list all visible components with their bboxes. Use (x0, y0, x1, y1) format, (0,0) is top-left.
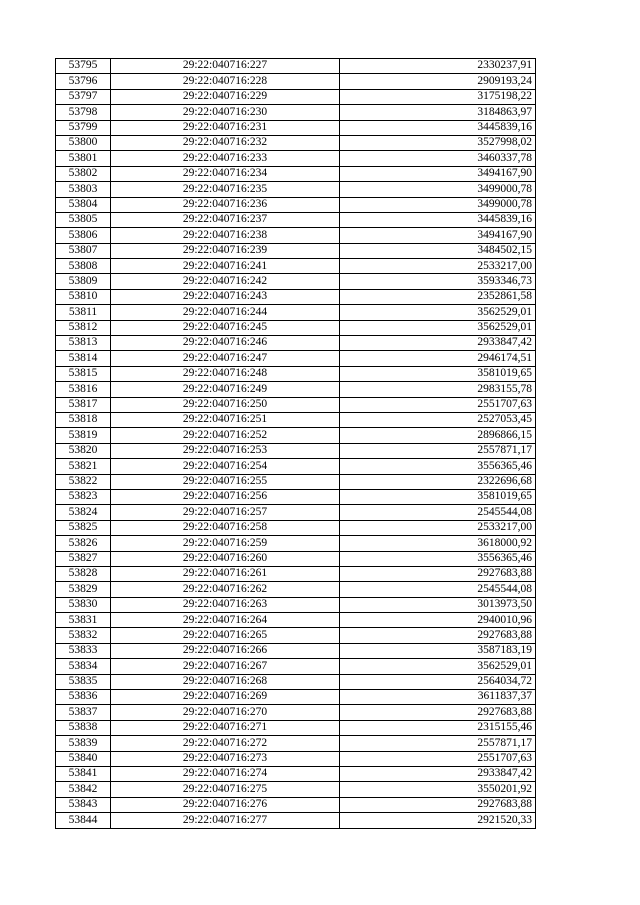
table-row (56, 151, 536, 166)
table-row (56, 274, 536, 289)
amount-cell: 2933847,42 (340, 336, 536, 351)
row-number-cell: 53807 (56, 243, 111, 258)
amount-cell: 2533217,00 (340, 520, 536, 535)
table-row (56, 74, 536, 89)
amount-cell: 3562529,01 (340, 659, 536, 674)
table-row (56, 674, 536, 689)
table-body (56, 59, 536, 829)
amount-cell: 2564034,72 (340, 674, 536, 689)
row-number-cell: 53797 (56, 89, 111, 104)
cadastral-number-cell: 29:22:040716:250 (111, 397, 340, 412)
cadastral-number-cell: 29:22:040716:235 (111, 182, 340, 197)
data-table (55, 58, 536, 829)
table-row (56, 166, 536, 181)
table-row (56, 120, 536, 135)
table-row (56, 397, 536, 412)
table-row (56, 89, 536, 104)
row-number-cell: 53841 (56, 766, 111, 781)
amount-cell: 3445839,16 (340, 120, 536, 135)
amount-cell: 2322696,68 (340, 474, 536, 489)
cadastral-number-cell: 29:22:040716:277 (111, 813, 340, 828)
cadastral-number-cell: 29:22:040716:233 (111, 151, 340, 166)
row-number-cell: 53810 (56, 289, 111, 304)
cadastral-number-cell: 29:22:040716:242 (111, 274, 340, 289)
amount-cell: 2921520,33 (340, 813, 536, 828)
row-number-cell: 53801 (56, 151, 111, 166)
row-number-cell: 53831 (56, 613, 111, 628)
cadastral-number-cell: 29:22:040716:275 (111, 782, 340, 797)
row-number-cell: 53827 (56, 551, 111, 566)
cadastral-number-cell: 29:22:040716:257 (111, 505, 340, 520)
cadastral-number-cell: 29:22:040716:232 (111, 135, 340, 150)
cadastral-number-cell: 29:22:040716:245 (111, 320, 340, 335)
amount-cell: 3499000,78 (340, 182, 536, 197)
table-row (56, 505, 536, 520)
row-number-cell: 53825 (56, 520, 111, 535)
table-row (56, 305, 536, 320)
table-row (56, 643, 536, 658)
cadastral-number-cell: 29:22:040716:266 (111, 643, 340, 658)
cadastral-number-cell: 29:22:040716:227 (111, 59, 340, 74)
row-number-cell: 53830 (56, 597, 111, 612)
row-number-cell: 53838 (56, 720, 111, 735)
row-number-cell: 53826 (56, 536, 111, 551)
row-number-cell: 53815 (56, 366, 111, 381)
cadastral-number-cell: 29:22:040716:265 (111, 628, 340, 643)
cadastral-number-cell: 29:22:040716:236 (111, 197, 340, 212)
amount-cell: 2940010,96 (340, 613, 536, 628)
cadastral-number-cell: 29:22:040716:274 (111, 766, 340, 781)
table-row (56, 320, 536, 335)
row-number-cell: 53798 (56, 105, 111, 120)
amount-cell: 2557871,17 (340, 443, 536, 458)
row-number-cell: 53843 (56, 797, 111, 812)
row-number-cell: 53844 (56, 813, 111, 828)
cadastral-number-cell: 29:22:040716:248 (111, 366, 340, 381)
amount-cell: 3618000,92 (340, 536, 536, 551)
amount-cell: 2896866,15 (340, 428, 536, 443)
row-number-cell: 53828 (56, 566, 111, 581)
amount-cell: 3550201,92 (340, 782, 536, 797)
row-number-cell: 53812 (56, 320, 111, 335)
cadastral-number-cell: 29:22:040716:255 (111, 474, 340, 489)
table-row (56, 766, 536, 781)
cadastral-number-cell: 29:22:040716:246 (111, 336, 340, 351)
row-number-cell: 53814 (56, 351, 111, 366)
table-row (56, 412, 536, 427)
amount-cell: 2927683,88 (340, 797, 536, 812)
amount-cell: 3484502,15 (340, 243, 536, 258)
row-number-cell: 53795 (56, 59, 111, 74)
table-row (56, 459, 536, 474)
row-number-cell: 53820 (56, 443, 111, 458)
row-number-cell: 53800 (56, 135, 111, 150)
amount-cell: 3175198,22 (340, 89, 536, 104)
table-row (56, 351, 536, 366)
cadastral-number-cell: 29:22:040716:237 (111, 212, 340, 227)
cadastral-number-cell: 29:22:040716:271 (111, 720, 340, 735)
table-row (56, 212, 536, 227)
amount-cell: 3527998,02 (340, 135, 536, 150)
table-row (56, 289, 536, 304)
amount-cell: 2527053,45 (340, 412, 536, 427)
amount-cell: 2551707,63 (340, 397, 536, 412)
row-number-cell: 53818 (56, 412, 111, 427)
cadastral-number-cell: 29:22:040716:252 (111, 428, 340, 443)
table-row (56, 489, 536, 504)
amount-cell: 3499000,78 (340, 197, 536, 212)
row-number-cell: 53817 (56, 397, 111, 412)
cadastral-number-cell: 29:22:040716:261 (111, 566, 340, 581)
table-row (56, 705, 536, 720)
amount-cell: 3494167,90 (340, 228, 536, 243)
amount-cell: 3587183,19 (340, 643, 536, 658)
cadastral-number-cell: 29:22:040716:263 (111, 597, 340, 612)
amount-cell: 2927683,88 (340, 566, 536, 581)
amount-cell: 3013973,50 (340, 597, 536, 612)
row-number-cell: 53808 (56, 259, 111, 274)
amount-cell: 3581019,65 (340, 366, 536, 381)
row-number-cell: 53836 (56, 690, 111, 705)
row-number-cell: 53819 (56, 428, 111, 443)
row-number-cell: 53799 (56, 120, 111, 135)
cadastral-number-cell: 29:22:040716:270 (111, 705, 340, 720)
cadastral-number-cell: 29:22:040716:230 (111, 105, 340, 120)
row-number-cell: 53806 (56, 228, 111, 243)
table-row (56, 582, 536, 597)
cadastral-number-cell: 29:22:040716:249 (111, 382, 340, 397)
table-row (56, 551, 536, 566)
row-number-cell: 53804 (56, 197, 111, 212)
row-number-cell: 53834 (56, 659, 111, 674)
cadastral-number-cell: 29:22:040716:276 (111, 797, 340, 812)
row-number-cell: 53833 (56, 643, 111, 658)
row-number-cell: 53842 (56, 782, 111, 797)
row-number-cell: 53811 (56, 305, 111, 320)
amount-cell: 2545544,08 (340, 582, 536, 597)
table-row (56, 105, 536, 120)
amount-cell: 3593346,73 (340, 274, 536, 289)
cadastral-number-cell: 29:22:040716:259 (111, 536, 340, 551)
cadastral-number-cell: 29:22:040716:264 (111, 613, 340, 628)
row-number-cell: 53813 (56, 336, 111, 351)
table-row (56, 382, 536, 397)
amount-cell: 3562529,01 (340, 320, 536, 335)
amount-cell: 3556365,46 (340, 459, 536, 474)
table-row (56, 536, 536, 551)
cadastral-number-cell: 29:22:040716:251 (111, 412, 340, 427)
cadastral-number-cell: 29:22:040716:269 (111, 690, 340, 705)
cadastral-number-cell: 29:22:040716:239 (111, 243, 340, 258)
amount-cell: 2927683,88 (340, 705, 536, 720)
row-number-cell: 53823 (56, 489, 111, 504)
cadastral-number-cell: 29:22:040716:254 (111, 459, 340, 474)
table-row (56, 135, 536, 150)
row-number-cell: 53809 (56, 274, 111, 289)
amount-cell: 2551707,63 (340, 751, 536, 766)
amount-cell: 3611837,37 (340, 690, 536, 705)
table-row (56, 782, 536, 797)
row-number-cell: 53829 (56, 582, 111, 597)
amount-cell: 2557871,17 (340, 736, 536, 751)
cadastral-number-cell: 29:22:040716:267 (111, 659, 340, 674)
table-row (56, 736, 536, 751)
amount-cell: 3460337,78 (340, 151, 536, 166)
amount-cell: 2927683,88 (340, 628, 536, 643)
table-row (56, 659, 536, 674)
amount-cell: 2533217,00 (340, 259, 536, 274)
amount-cell: 2983155,78 (340, 382, 536, 397)
table-row (56, 474, 536, 489)
row-number-cell: 53802 (56, 166, 111, 181)
cadastral-number-cell: 29:22:040716:238 (111, 228, 340, 243)
table-row (56, 566, 536, 581)
cadastral-number-cell: 29:22:040716:241 (111, 259, 340, 274)
row-number-cell: 53816 (56, 382, 111, 397)
cadastral-number-cell: 29:22:040716:243 (111, 289, 340, 304)
cadastral-number-cell: 29:22:040716:268 (111, 674, 340, 689)
amount-cell: 3581019,65 (340, 489, 536, 504)
table-row (56, 690, 536, 705)
cadastral-number-cell: 29:22:040716:258 (111, 520, 340, 535)
row-number-cell: 53824 (56, 505, 111, 520)
table-row (56, 597, 536, 612)
cadastral-number-cell: 29:22:040716:262 (111, 582, 340, 597)
amount-cell: 3562529,01 (340, 305, 536, 320)
amount-cell: 2352861,58 (340, 289, 536, 304)
row-number-cell: 53822 (56, 474, 111, 489)
amount-cell: 3445839,16 (340, 212, 536, 227)
table-row (56, 336, 536, 351)
amount-cell: 3184863,97 (340, 105, 536, 120)
table-row (56, 813, 536, 828)
table-row (56, 751, 536, 766)
table-row (56, 628, 536, 643)
row-number-cell: 53839 (56, 736, 111, 751)
row-number-cell: 53835 (56, 674, 111, 689)
table-row (56, 182, 536, 197)
row-number-cell: 53840 (56, 751, 111, 766)
table-row (56, 366, 536, 381)
table-row (56, 613, 536, 628)
amount-cell: 3556365,46 (340, 551, 536, 566)
cadastral-number-cell: 29:22:040716:228 (111, 74, 340, 89)
table-row (56, 228, 536, 243)
table-row (56, 259, 536, 274)
row-number-cell: 53821 (56, 459, 111, 474)
amount-cell: 2315155,46 (340, 720, 536, 735)
amount-cell: 2933847,42 (340, 766, 536, 781)
row-number-cell: 53832 (56, 628, 111, 643)
cadastral-number-cell: 29:22:040716:272 (111, 736, 340, 751)
cadastral-number-cell: 29:22:040716:260 (111, 551, 340, 566)
cadastral-number-cell: 29:22:040716:253 (111, 443, 340, 458)
table-row (56, 720, 536, 735)
amount-cell: 2909193,24 (340, 74, 536, 89)
cadastral-number-cell: 29:22:040716:234 (111, 166, 340, 181)
row-number-cell: 53805 (56, 212, 111, 227)
amount-cell: 2330237,91 (340, 59, 536, 74)
row-number-cell: 53837 (56, 705, 111, 720)
cadastral-number-cell: 29:22:040716:273 (111, 751, 340, 766)
cadastral-number-cell: 29:22:040716:256 (111, 489, 340, 504)
table-row (56, 797, 536, 812)
table-row (56, 197, 536, 212)
amount-cell: 2946174,51 (340, 351, 536, 366)
cadastral-number-cell: 29:22:040716:229 (111, 89, 340, 104)
table-row (56, 428, 536, 443)
row-number-cell: 53803 (56, 182, 111, 197)
cadastral-number-cell: 29:22:040716:244 (111, 305, 340, 320)
table-row (56, 443, 536, 458)
table-row (56, 520, 536, 535)
cadastral-number-cell: 29:22:040716:231 (111, 120, 340, 135)
row-number-cell: 53796 (56, 74, 111, 89)
table-row (56, 243, 536, 258)
cadastral-number-cell: 29:22:040716:247 (111, 351, 340, 366)
amount-cell: 2545544,08 (340, 505, 536, 520)
table-row (56, 59, 536, 74)
amount-cell: 3494167,90 (340, 166, 536, 181)
